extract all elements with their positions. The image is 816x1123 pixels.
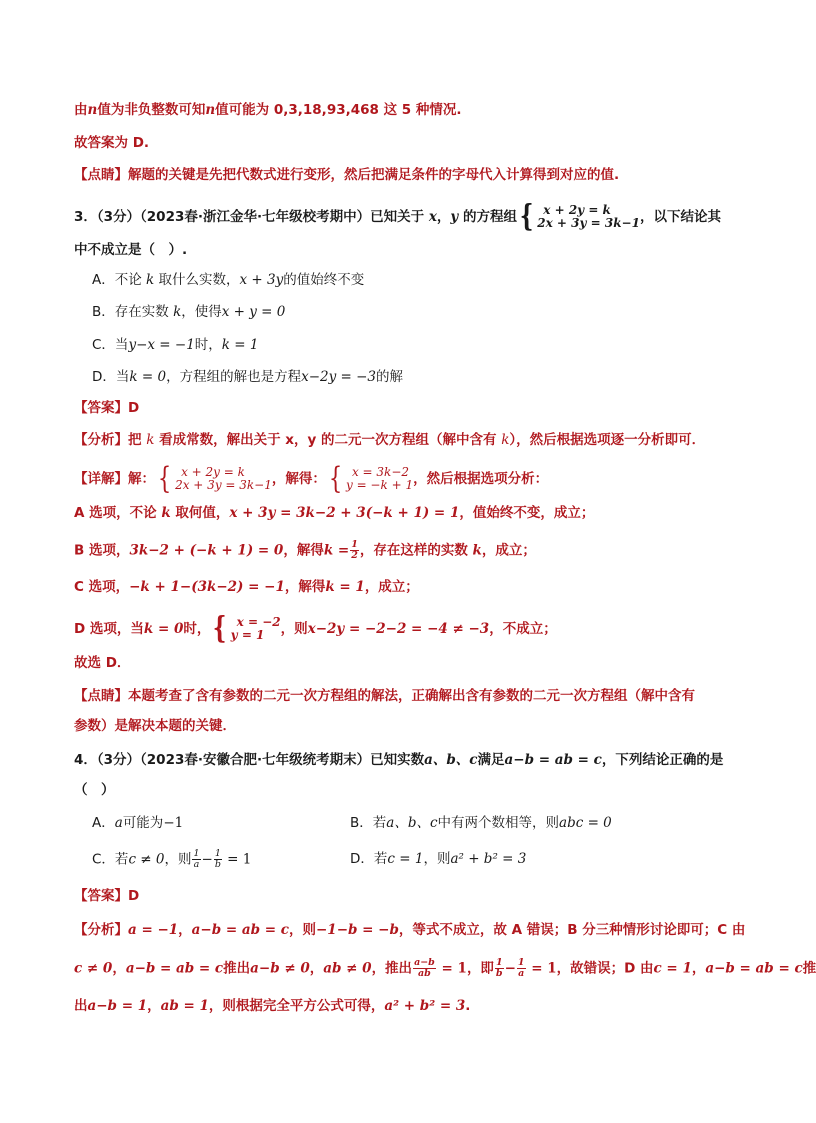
math-expr: 3k−2 + (−k + 1) = 0 [129, 542, 284, 559]
text: 出 [74, 998, 88, 1014]
denominator: a [193, 859, 200, 870]
math-expr: = 1 [222, 851, 252, 868]
text: ， [112, 960, 126, 977]
text: B 选项， [74, 542, 130, 559]
text: ，然后根据选项分析： [413, 471, 549, 487]
math-expr: a² + b² = 3 [450, 851, 527, 867]
label: C．若 [92, 851, 129, 868]
text: ， [436, 209, 451, 225]
math-k: k [501, 432, 510, 448]
math-expr: x−2y = −3 [301, 369, 377, 385]
math-expr: k = 0 [143, 621, 184, 637]
numerator: 1 [495, 957, 503, 968]
text: ，解得： [271, 471, 326, 487]
text: ，推出 [371, 960, 413, 977]
equation-2: 2x + 3y = 3k−1 [537, 216, 640, 230]
q3-remark [74, 686, 695, 706]
math-expr: k = 1 [221, 337, 259, 353]
text: A 选项，不论 [74, 505, 162, 521]
answer-value: D [128, 400, 140, 416]
math-expr: = 1 [526, 960, 557, 977]
solution-2: y = −k + 1 [345, 478, 414, 492]
denominator: 2 [351, 550, 358, 561]
solution-system: { x = −2 y = 1 [213, 611, 281, 646]
text: 取何值， [170, 505, 230, 521]
denominator: b [495, 968, 503, 979]
label: A． [92, 815, 115, 831]
q3-detail-a [74, 503, 594, 523]
label: A．不论 [92, 272, 147, 288]
text: ，使得 [181, 304, 222, 320]
numerator: 1 [351, 539, 358, 550]
text: ，解得 [283, 542, 324, 559]
text: 可能为 [122, 815, 164, 831]
q4-option-c[interactable] [92, 849, 251, 870]
math-k: k [146, 272, 155, 288]
text: ，则 [280, 621, 308, 637]
label: B．存在实数 [92, 304, 174, 320]
answer-tag: 【答案】 [74, 400, 128, 416]
equation-1: x + 2y = k [543, 203, 611, 217]
text: 时， [183, 621, 211, 637]
numerator: 1 [193, 848, 200, 859]
math-expr: −1−b = −b [316, 922, 399, 938]
equation-1: x + 2y = k [181, 465, 245, 479]
math-expr: ab ≠ 0 [323, 960, 372, 977]
math-expr: a−b = ab = c [191, 922, 289, 938]
q4-option-b[interactable] [350, 813, 612, 833]
text: ，则 [164, 851, 192, 868]
solution-1: x = −2 [236, 615, 281, 629]
solution-line [74, 100, 462, 120]
fraction [413, 958, 436, 979]
text: ，以下结论其 [639, 209, 721, 225]
math-expr: x + 3y [239, 272, 284, 288]
label: D．若 [350, 851, 388, 867]
math-expr: x−2y = −2−2 = −4 ≠ −3 [307, 621, 490, 637]
q3-detail [74, 461, 549, 496]
text: ，则 [289, 922, 316, 938]
denominator: b [214, 859, 221, 870]
equation-system: { x + 2y = k 2x + 3y = 3k−1 [157, 461, 272, 496]
text: ，则根据完全平方公式可得， [208, 998, 385, 1014]
text: ），然后根据选项逐一分析即可． [509, 432, 706, 448]
math-expr: c ≠ 0 [74, 960, 113, 977]
remark-text: 解题的关键是先把代数式进行变形，然后把满足条件的字母代入计算得到对应的值. [128, 167, 620, 183]
q4-answer [74, 886, 139, 906]
math-expr: −k + 1−(3k−2) = −1 [129, 579, 285, 595]
text: 推 [802, 960, 816, 977]
text: ，等式不成立，故 A 错误；B 分三种情形讨论即可；C 由 [398, 922, 746, 938]
analysis-tag: 【分析】 [74, 922, 128, 938]
denominator: a [518, 968, 525, 979]
math-expr: c ≠ 0 [128, 851, 165, 868]
math-y: y [450, 209, 459, 225]
math-expr: c = 1 [387, 851, 424, 867]
q4-stem-text: 4．（3分）（2023春·安徽合肥·七年级统考期末）已知实数 [74, 752, 425, 768]
text: ， [691, 960, 706, 977]
detail-tag: 【详解】 [74, 471, 128, 487]
fraction [214, 849, 222, 870]
text: D 选项，当 [74, 621, 144, 637]
q3-choose: 故选 D． [74, 655, 131, 671]
text: 的解 [376, 369, 404, 385]
text: 把 [128, 432, 147, 448]
text: . [465, 998, 471, 1014]
math-expr: a² + b² = 3 [384, 998, 466, 1014]
answer-tag: 【答案】 [74, 888, 128, 904]
text: 值为非负整数可知 [97, 102, 206, 118]
math-expr: a−b ≠ 0 [250, 960, 310, 977]
math-expr: k = 0 [129, 369, 167, 385]
equation-2: 2x + 3y = 3k−1 [175, 478, 272, 492]
q3-option-a[interactable] [92, 270, 364, 290]
text: ，成立； [481, 542, 536, 559]
text: 中有两个数相等，则 [437, 815, 560, 831]
fraction [517, 958, 526, 979]
math-k: k [146, 432, 155, 448]
q3-option-c[interactable] [92, 335, 258, 355]
analysis-tag: 【分析】 [74, 432, 128, 448]
numerator: 1 [214, 848, 221, 859]
text: ，解得 [284, 579, 326, 595]
math-k: k = [323, 542, 350, 559]
math-expr: a−b = ab = c [504, 752, 602, 768]
solution-system: { x = 3k−2 y = −k + 1 [328, 461, 414, 496]
math-op: − [201, 851, 213, 868]
text: 值可能为 0,3,18,93,468 这 5 种情况. [215, 102, 462, 118]
q3-stem [74, 199, 721, 234]
remark-line [74, 165, 619, 185]
label: C．当 [92, 337, 129, 353]
text: 看成常数，解出关于 x，y 的二元一次方程组（解中含有 [154, 432, 502, 448]
text: 解： [128, 471, 155, 487]
math-n: n [205, 102, 216, 118]
math-expr: c = 1 [653, 960, 692, 977]
text: ， [309, 960, 324, 977]
text: ，成立； [364, 579, 419, 595]
q4-analysis-3 [74, 996, 470, 1016]
math-x: x [428, 209, 437, 225]
equation-system: { x + 2y = k 2x + 3y = 3k−1 [519, 199, 640, 234]
q4-option-d[interactable] [350, 849, 526, 869]
text: ，则 [423, 851, 451, 867]
text: ，即 [466, 960, 494, 977]
q3-option-b[interactable] [92, 302, 285, 322]
text: 时， [194, 337, 222, 353]
math-k: k [173, 304, 182, 320]
math-op: − [504, 960, 516, 977]
q3-analysis [74, 430, 705, 450]
math-k: k [472, 542, 482, 559]
q3-stem-cont: 中不成立是（ ）. [74, 242, 188, 258]
text: ，故错误；D 由 [556, 960, 654, 977]
text: ，下列结论正确的是 [601, 752, 724, 768]
math-expr: x + 3y = 3k−2 + 3(−k + 1) = 1 [229, 505, 460, 521]
text: 由 [74, 102, 88, 118]
math-expr: ab = 1 [160, 998, 209, 1014]
math-a: a [114, 815, 123, 831]
q4-analysis-1 [74, 920, 745, 940]
text: 的值始终不变 [283, 272, 365, 288]
math-vars: a、b、c [424, 752, 478, 768]
math-k: k [161, 505, 171, 521]
math-expr: x + y = 0 [221, 304, 286, 320]
math-expr: a = −1 [128, 922, 179, 938]
remark-tag: 【点睛】 [74, 688, 128, 704]
q3-detail-b [74, 540, 536, 561]
q3-detail-c [74, 577, 419, 597]
remark-tag: 【点睛】 [74, 167, 128, 183]
fraction [350, 540, 359, 561]
q3-option-d[interactable] [92, 367, 403, 387]
text: ，存在这样的实数 [359, 542, 473, 559]
math-n: n [87, 102, 98, 118]
q3-remark-cont: 参数）是解决本题的关键． [74, 718, 236, 734]
text: 的方程组 [458, 209, 517, 225]
math-vars: a、b、c [386, 815, 438, 831]
q3-detail-d [74, 611, 557, 646]
math-expr: a−b = ab = c [125, 960, 224, 977]
q4-stem-cont: （ ） [74, 782, 115, 798]
text: ， [147, 998, 161, 1014]
text: ， [178, 922, 192, 938]
denominator: ab [418, 968, 431, 979]
q4-analysis-2 [74, 958, 816, 979]
label: D．当 [92, 369, 130, 385]
text: ，方程组的解也是方程 [166, 369, 302, 385]
text: ，值始终不变，成立； [459, 505, 595, 521]
label: B．若 [350, 815, 387, 831]
text: C 选项， [74, 579, 130, 595]
answer-value: D [128, 888, 140, 904]
remark-text: 本题考查了含有参数的二元一次方程组的解法，正确解出含有参数的二元一次方程组（解中含有 [128, 688, 695, 704]
math-expr: −1 [163, 815, 184, 831]
q4-option-a[interactable] [92, 813, 183, 833]
q3-stem-text: 3．（3分）（2023春·浙江金华·七年级校考期中）已知关于 [74, 209, 429, 225]
q4-stem [74, 750, 723, 770]
answer-line: 故答案为 D. [74, 135, 150, 151]
solution-2: y = 1 [230, 628, 265, 642]
numerator: a−b [414, 957, 435, 968]
math-expr: k = 1 [325, 579, 365, 595]
fraction [495, 958, 504, 979]
math-expr: a−b = ab = c [705, 960, 803, 977]
numerator: 1 [517, 957, 525, 968]
math-expr: = 1 [436, 960, 467, 977]
text: 满足 [477, 752, 505, 768]
q3-answer [74, 398, 139, 418]
math-expr: a−b = 1 [87, 998, 148, 1014]
text: 推出 [223, 960, 251, 977]
math-expr: abc = 0 [559, 815, 612, 831]
fraction [192, 849, 200, 870]
solution-1: x = 3k−2 [351, 465, 410, 479]
text: ，不成立； [489, 621, 557, 637]
math-expr: y−x = −1 [128, 337, 195, 353]
text: 取什么实数， [154, 272, 240, 288]
